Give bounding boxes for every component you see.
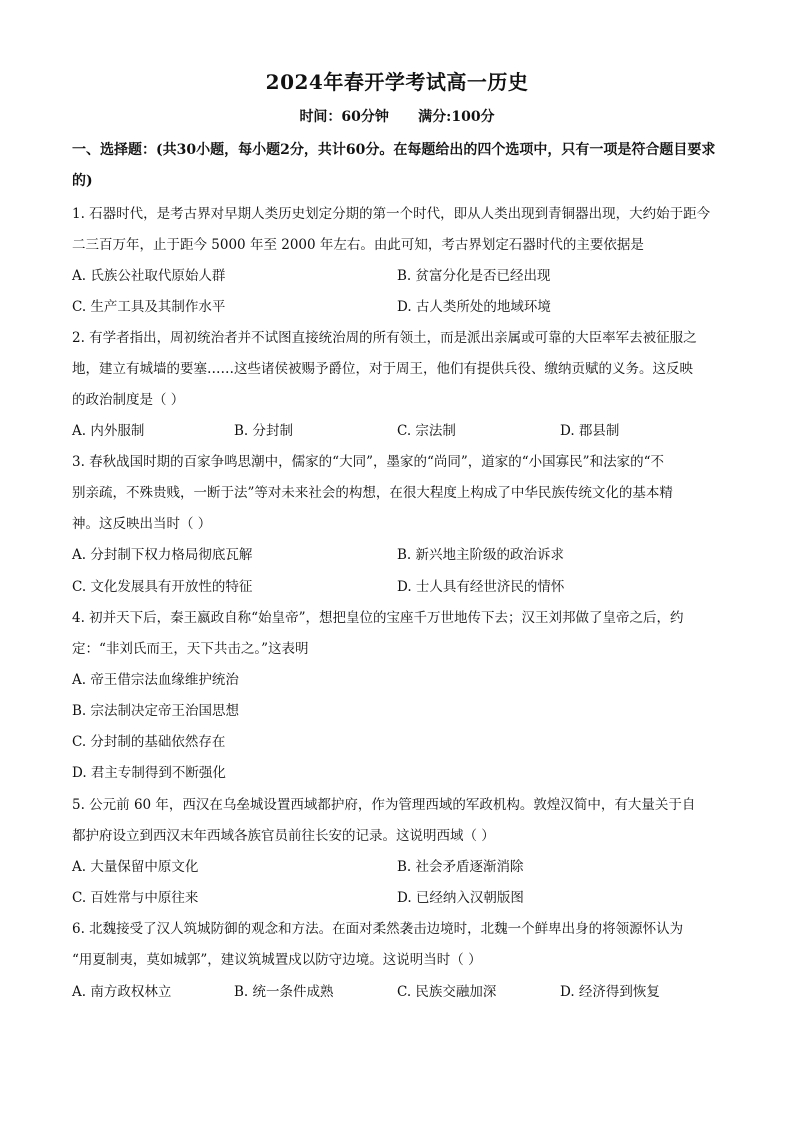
question-5-line-1: 5. 公元前 60 年，西汉在乌垒城设置西域都护府，作为管理西域的军政机构。敦煌汉简中，有大量关于自 — [72, 797, 696, 813]
question-2-line-3: 的政治制度是（ ） — [72, 392, 185, 408]
question-3-line-2: 别亲疏，不殊贵贱，一断于法”等对未来社会的构想，在很大程度上构成了中华民族传统文化的基本精 — [72, 485, 673, 501]
question-6-line-2: “用夏制夷，莫如城郭”，建议筑城置戍以防守边境。这说明当时（ ） — [72, 952, 482, 968]
question-5-option-c: C. 百姓常与中原往来 — [72, 890, 199, 906]
question-4-option-c: C. 分封制的基础依然存在 — [72, 734, 226, 750]
question-6-option-a: A. 南方政权林立 — [72, 984, 172, 1000]
question-1-line-2: 二三百万年，止于距今 5000 年至 2000 年左右。由此可知，考古界划定石器时代的主要依据是 — [72, 237, 644, 253]
question-6-option-d: D. 经济得到恢复 — [560, 984, 660, 1000]
question-5-line-2: 都护府设立到西汉末年西域各族官员前往长安的记录。这说明西域（ ） — [72, 828, 495, 844]
question-3-option-a: A. 分封制下权力格局彻底瓦解 — [72, 547, 253, 563]
question-2-option-a: A. 内外服制 — [72, 423, 145, 439]
question-2-option-d: D. 郡县制 — [560, 423, 620, 439]
section-heading: 一、选择题：(共30小题，每小题2分，共计60分。在每题给出的四个选项中，只有一项是符合题目要求的) — [72, 142, 716, 189]
question-6-line-1: 6. 北魏接受了汉人筑城防御的观念和方法。在面对柔然袭击边境时，北魏一个鲜卑出身的将领源怀认为 — [72, 921, 684, 937]
question-4-option-b: B. 宗法制决定帝王治国思想 — [72, 703, 240, 719]
question-2-line-1: 2. 有学者指出，周初统治者并不试图直接统治周的所有领土，而是派出亲属或可靠的大臣率军去被征服之 — [72, 330, 697, 346]
question-1-option-d: D. 古人类所处的地域环境 — [397, 299, 551, 315]
question-1-option-a: A. 氏族公社取代原始人群 — [72, 268, 226, 284]
question-4-option-a: A. 帝王借宗法血缘维护统治 — [72, 672, 239, 688]
page-title: 2024年春开学考试高一历史 — [265, 70, 529, 94]
question-4-line-1: 4. 初并天下后，秦王嬴政自称“始皇帝”，想把皇位的宝座千万世地传下去；汉王刘邦做了皇帝之后，约 — [72, 610, 684, 626]
question-3-option-d: D. 士人具有经世济民的情怀 — [397, 579, 565, 595]
question-6-option-c: C. 民族交融加深 — [397, 984, 497, 1000]
question-4-line-2: 定：“非刘氏而王，天下共击之。”这表明 — [72, 641, 309, 657]
question-3-line-1: 3. 春秋战国时期的百家争鸣思潮中，儒家的“大同”，墨家的“尚同”，道家的“小国寡民”和法家的“不 — [72, 454, 664, 470]
exam-time-and-score: 时间：60分钟 满分:100分 — [299, 109, 495, 125]
question-3-option-c: C. 文化发展具有开放性的特征 — [72, 579, 253, 595]
question-2-option-c: C. 宗法制 — [397, 423, 456, 439]
question-2-line-2: 地，建立有城墙的要塞……这些诸侯被赐予爵位，对于周王，他们有提供兵役、缴纳贡赋的义务。这反映 — [72, 361, 693, 377]
question-4-option-d: D. 君主专制得到不断强化 — [72, 765, 226, 781]
question-6-option-b: B. 统一条件成熟 — [234, 984, 334, 1000]
question-1-option-c: C. 生产工具及其制作水平 — [72, 299, 226, 315]
question-5-option-a: A. 大量保留中原文化 — [72, 859, 199, 875]
question-2-option-b: B. 分封制 — [234, 423, 294, 439]
question-5-option-d: D. 已经纳入汉朝版图 — [397, 890, 524, 906]
question-1-option-b: B. 贫富分化是否已经出现 — [397, 268, 551, 284]
question-3-option-b: B. 新兴地主阶级的政治诉求 — [397, 547, 565, 563]
question-3-line-3: 神。这反映出当时（ ） — [72, 516, 212, 532]
question-5-option-b: B. 社会矛盾逐渐消除 — [397, 859, 524, 875]
question-1-line-1: 1. 石器时代，是考古界对早期人类历史划定分期的第一个时代，即从人类出现到青铜器出现，大约始于距今 — [72, 206, 711, 222]
